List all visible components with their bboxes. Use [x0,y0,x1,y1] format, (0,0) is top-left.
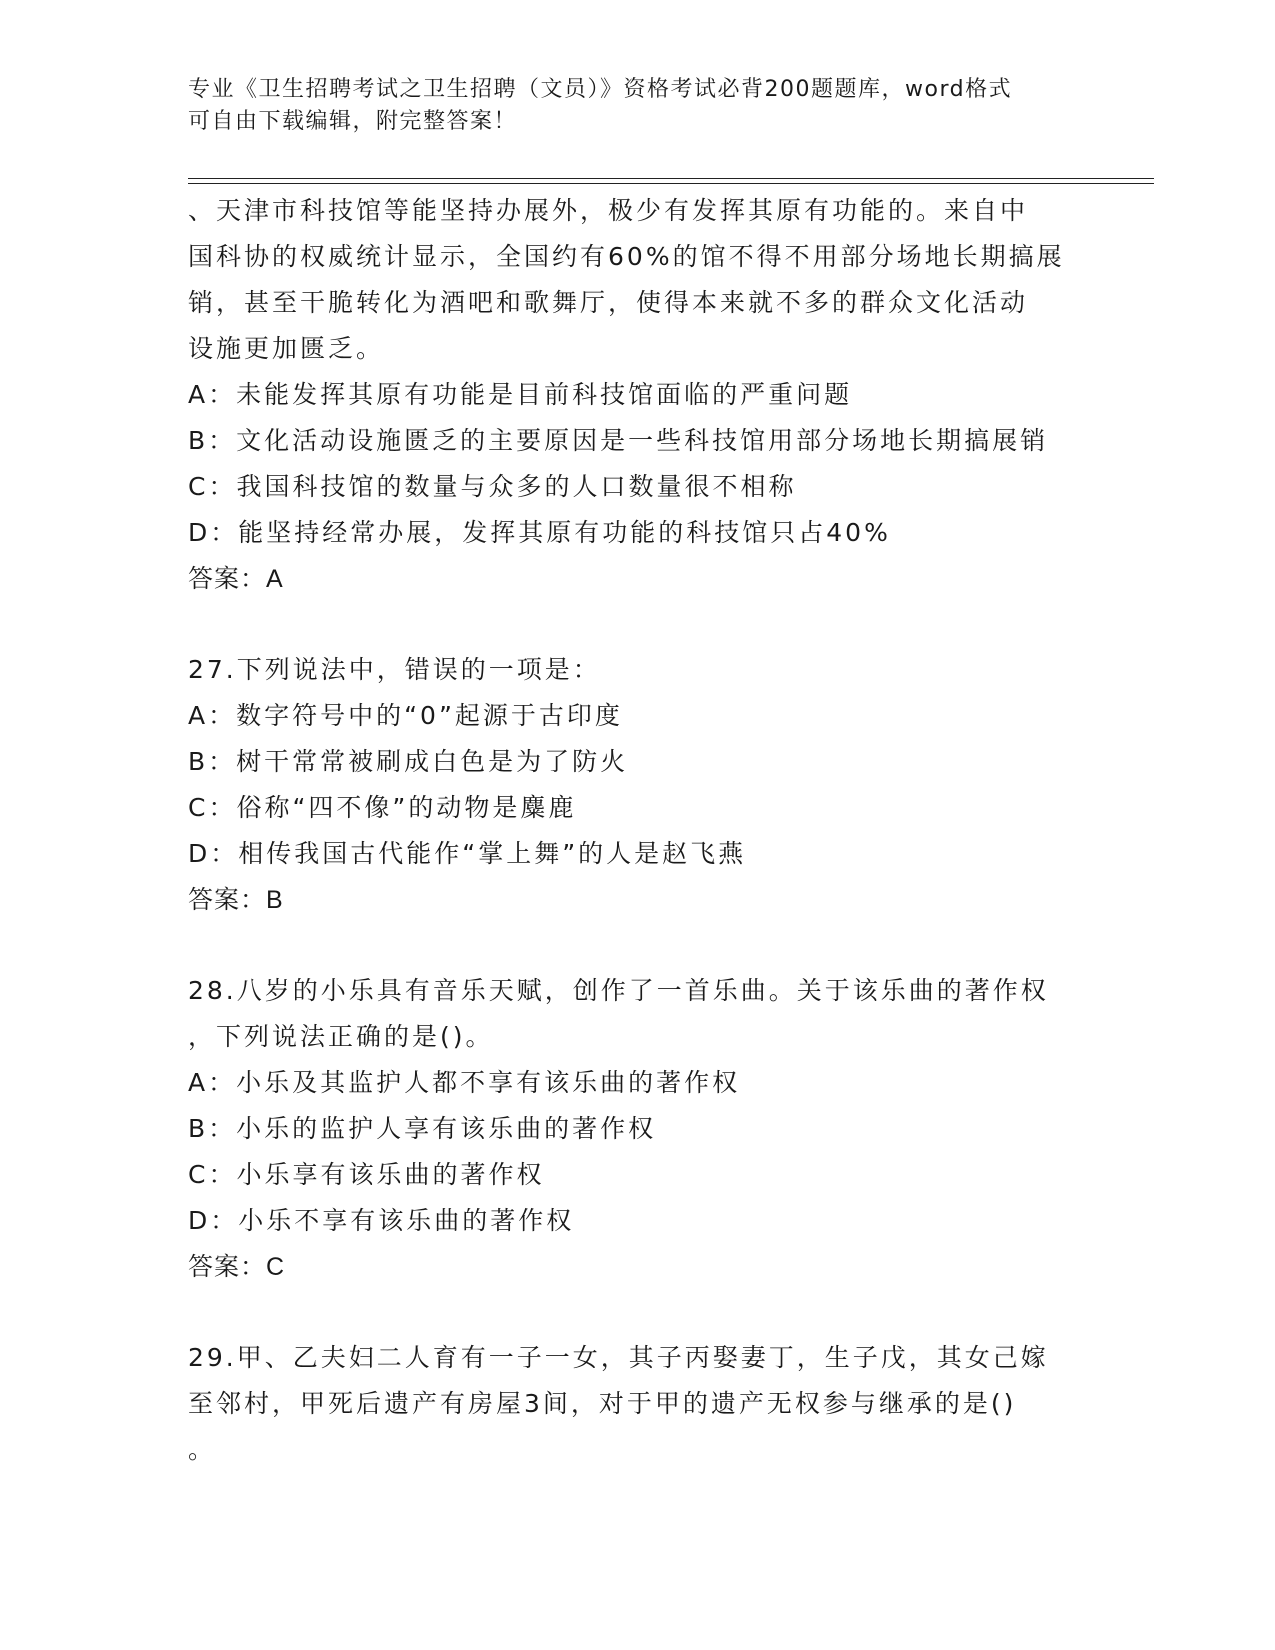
question-list [188,188,1088,1473]
option-d: D：相传我国古代能作“掌上舞”的人是赵飞燕 [188,839,747,868]
question-29 [188,1335,1088,1473]
question-text-line: 28.八岁的小乐具有音乐天赋，创作了一首乐曲。关于该乐曲的著作权 [188,976,1049,1005]
option-b: B：文化活动设施匮乏的主要原因是一些科技馆用部分场地长期搞展销 [188,426,1049,455]
header-divider-bottom [188,183,1154,184]
answer-label: 答案：A [188,565,284,593]
option-d: D：小乐不享有该乐曲的著作权 [188,1206,575,1235]
question-27 [188,647,1088,923]
header-title-line-2: 可自由下载编辑，附完整答案！ [188,109,518,134]
spacer [188,1290,1088,1335]
option-c: C：俗称“四不像”的动物是麋鹿 [188,793,577,822]
question-26-continuation [188,188,1088,602]
option-c: C：小乐享有该乐曲的著作权 [188,1160,545,1189]
option-c: C：我国科技馆的数量与众多的人口数量很不相称 [188,472,797,501]
question-text-line: 、天津市科技馆等能坚持办展外，极少有发挥其原有功能的。来自中 [188,196,1029,225]
option-a: A：小乐及其监护人都不享有该乐曲的著作权 [188,1068,741,1097]
option-a: A：数字符号中的“0”起源于古印度 [188,701,623,730]
question-text-line: 国科协的权威统计显示，全国约有60%的馆不得不用部分场地长期搞展 [188,242,1065,271]
question-text-line: 销，甚至干脆转化为酒吧和歌舞厅，使得本来就不多的群众文化活动 [188,288,1029,317]
answer-label: 答案：B [188,886,284,914]
option-d: D：能坚持经常办展，发挥其原有功能的科技馆只占40% [188,518,891,547]
header-title-line-1: 专业《卫生招聘考试之卫生招聘（文员）》资格考试必背200题题库，word格式 [188,77,1013,102]
spacer [188,923,1088,968]
question-28 [188,968,1088,1290]
answer-label: 答案：C [188,1253,286,1281]
spacer [188,602,1088,647]
question-text-line: 设施更加匮乏。 [188,334,385,363]
question-text-line: 至邻村，甲死后遗产有房屋3间，对于甲的遗产无权参与继承的是() [188,1389,1017,1418]
question-text-line: 。 [188,1435,217,1464]
option-b: B：小乐的监护人享有该乐曲的著作权 [188,1114,657,1143]
question-text-line: ，下列说法正确的是()。 [188,1022,494,1051]
option-a: A：未能发挥其原有功能是目前科技馆面临的严重问题 [188,380,853,409]
document-header [188,74,1088,138]
question-text-line: 27.下列说法中，错误的一项是： [188,655,601,684]
question-text-line: 29.甲、乙夫妇二人育有一子一女，其子丙娶妻丁，生子戊，其女己嫁 [188,1343,1049,1372]
header-divider-top [188,178,1154,179]
option-b: B：树干常常被刷成白色是为了防火 [188,747,629,776]
